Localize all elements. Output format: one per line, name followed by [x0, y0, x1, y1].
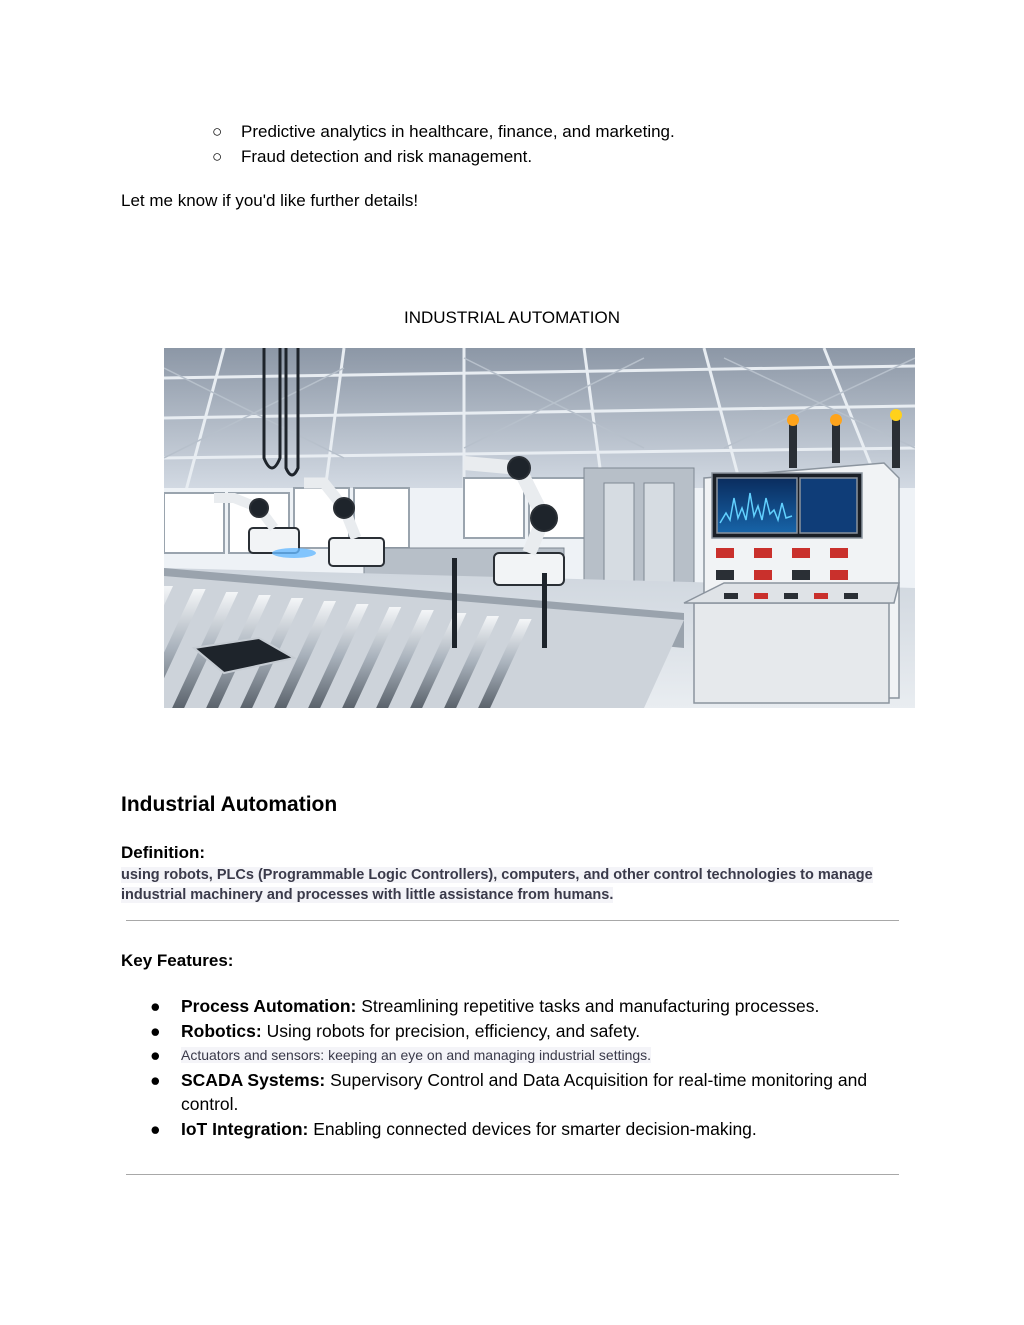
bullet-marker: ●	[150, 1045, 161, 1065]
figure-title: INDUSTRIAL AUTOMATION	[404, 308, 620, 327]
feature-description: Supervisory Control and Data Acquisition for real-time monitoring and control.	[181, 1069, 868, 1114]
key-features-list	[150, 994, 910, 1141]
list-item	[212, 147, 532, 167]
list-item-text: Fraud detection and risk management.	[241, 147, 533, 166]
list-item	[212, 122, 675, 142]
list-item	[150, 994, 910, 1019]
bullet-marker: ●	[150, 1020, 161, 1041]
list-item-text: Predictive analytics in healthcare, finance, and marketing.	[241, 122, 675, 141]
horizontal-rule	[126, 1174, 899, 1175]
feature-description: Using robots for precision, efficiency, and safety.	[261, 1020, 641, 1041]
bullet-marker: ●	[150, 1069, 161, 1090]
factory-scene	[164, 348, 915, 708]
feature-description: Enabling connected devices for smarter decision-making.	[308, 1118, 757, 1139]
list-marker: ○	[212, 122, 223, 141]
definition-label: Definition:	[121, 843, 206, 862]
definition-text-content: using robots, PLCs (Programmable Logic Controllers), computers, and other control technologies to manage industrial machinery and processes with little assistance from humans.	[121, 867, 873, 903]
closing-note: Let me know if you'd like further details!	[121, 191, 419, 210]
list-item	[150, 1068, 910, 1117]
key-features-label: Key Features:	[121, 951, 234, 970]
feature-term: Process Automation:	[181, 996, 357, 1016]
feature-term: IoT Integration:	[181, 1118, 309, 1139]
list-item	[150, 1019, 910, 1044]
list-item	[150, 1117, 910, 1142]
factory-illustration	[164, 348, 915, 708]
bullet-marker: ●	[150, 996, 161, 1016]
section-heading: Industrial Automation	[121, 793, 338, 816]
bullet-marker: ●	[150, 1118, 161, 1139]
feature-term: SCADA Systems:	[181, 1069, 326, 1090]
feature-description: Streamlining repetitive tasks and manufacturing processes.	[356, 996, 820, 1016]
feature-description: Actuators and sensors: keeping an eye on and managing industrial settings.	[181, 1047, 652, 1063]
list-marker: ○	[212, 147, 223, 166]
horizontal-rule	[126, 920, 899, 921]
list-item	[150, 1043, 910, 1068]
feature-term: Robotics:	[181, 1020, 262, 1041]
definition-text	[121, 865, 902, 905]
